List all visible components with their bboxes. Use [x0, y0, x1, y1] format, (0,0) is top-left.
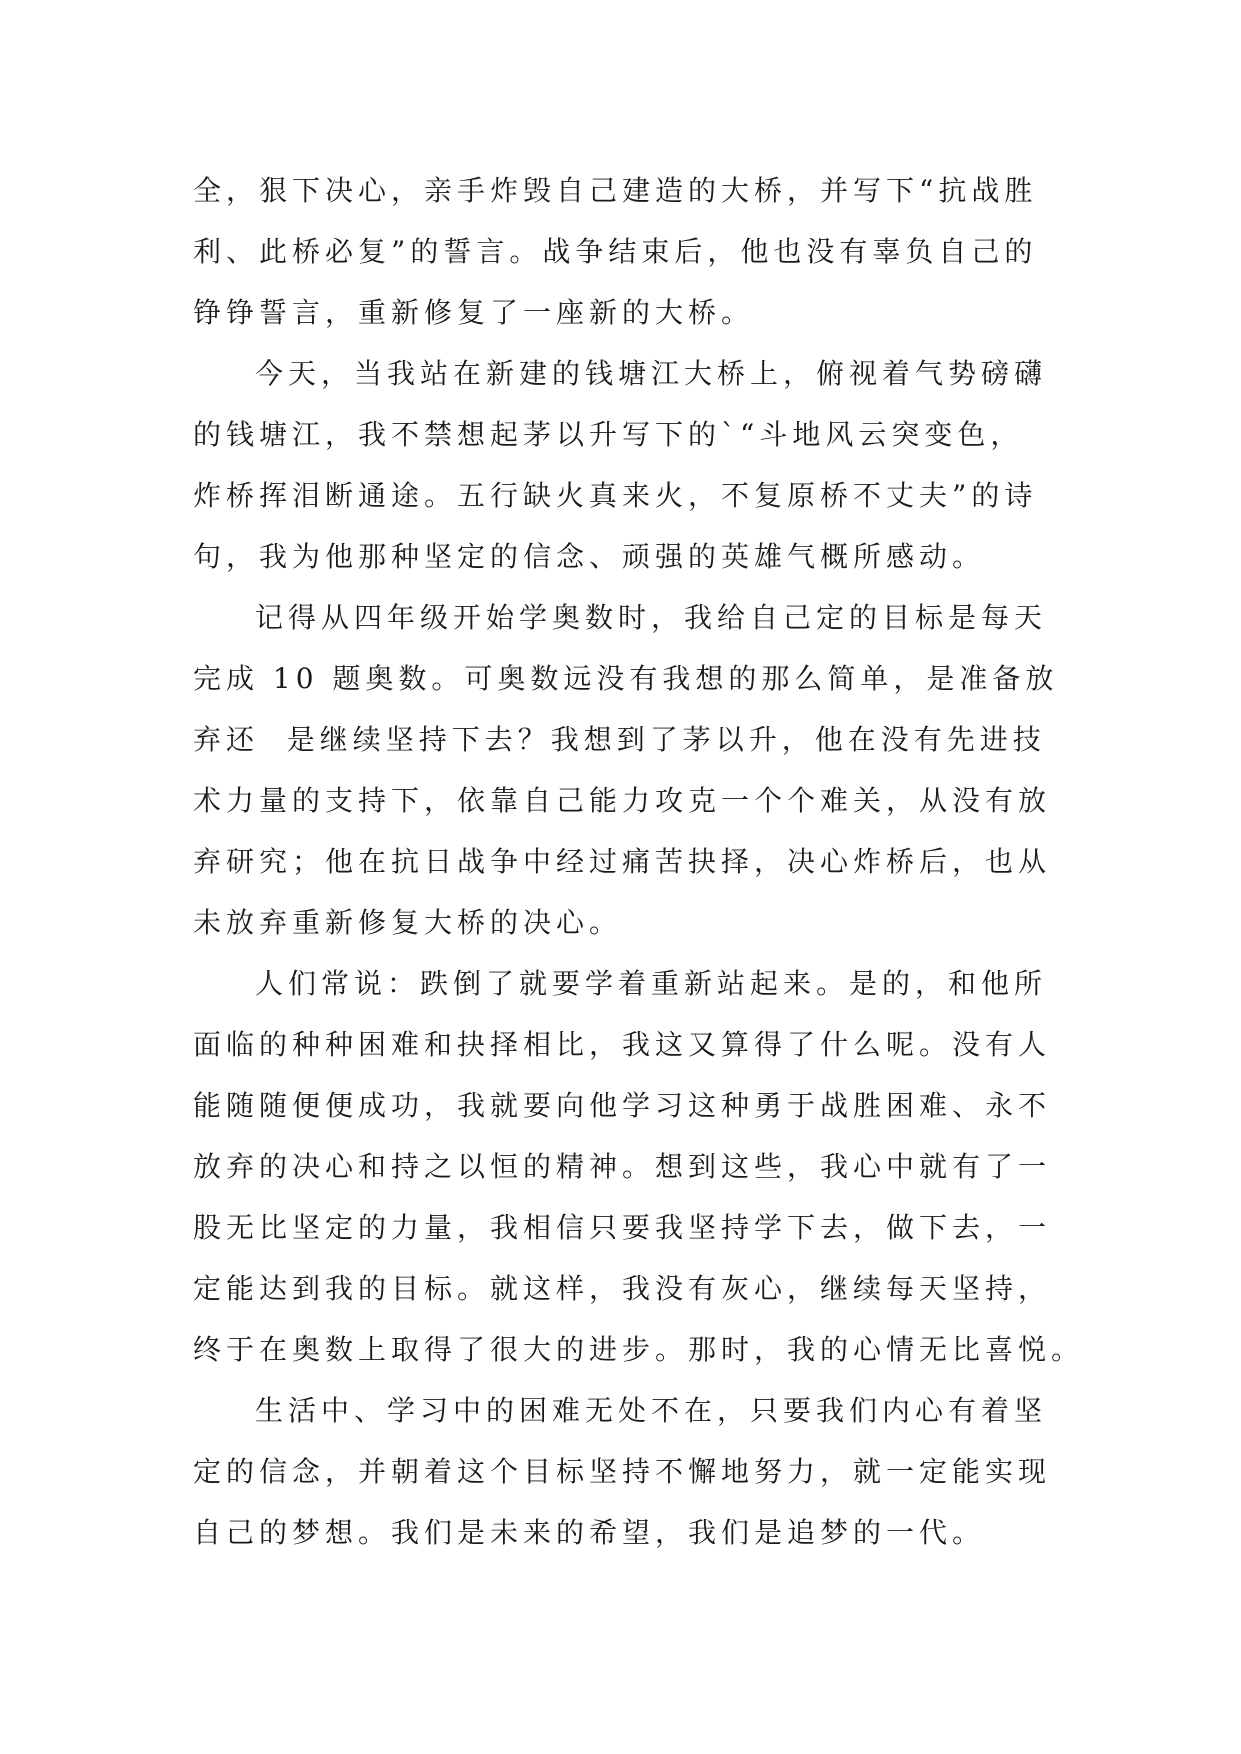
text-line: 的钱塘江，我不禁想起茅以升写下的`“斗地风云突变色， [193, 418, 1024, 451]
text-line: 弃还 是继续坚持下去？我想到了茅以升，他在没有先进技 [193, 723, 1046, 756]
text-line: 终于在奥数上取得了很大的进步。那时，我的心情无比喜悦。 [193, 1333, 1085, 1366]
text-line: 自己的梦想。我们是未来的希望，我们是追梦的一代。 [193, 1516, 986, 1549]
text-line: 未放弃重新修复大桥的决心。 [193, 906, 623, 939]
paragraph-first-line: 生活中、学习中的困难无处不在，只要我们内心有着坚 [255, 1394, 1048, 1427]
text-line: 完成 10 题奥数。可奥数远没有我想的那么简单，是准备放 [193, 662, 1059, 695]
paragraph-first-line: 今天，当我站在新建的钱塘江大桥上，俯视着气势磅礴 [255, 357, 1048, 390]
text-line: 放弃的决心和持之以恒的精神。想到这些，我心中就有了一 [193, 1150, 1052, 1183]
text-line: 股无比坚定的力量，我相信只要我坚持学下去，做下去，一 [193, 1211, 1052, 1244]
essay-body [193, 160, 1085, 1563]
text-line: 定的信念，并朝着这个目标坚持不懈地努力，就一定能实现 [193, 1455, 1052, 1488]
text-line: 利、此桥必复”的誓言。战争结束后，他也没有辜负自己的 [193, 235, 1038, 268]
text-line: 炸桥挥泪断通途。五行缺火真来火，不复原桥不丈夫”的诗 [193, 479, 1038, 512]
paragraph-first-line: 人们常说：跌倒了就要学着重新站起来。是的，和他所 [255, 967, 1048, 1000]
text-line: 全，狠下决心，亲手炸毁自己建造的大桥，并写下“抗战胜 [193, 174, 1038, 207]
paragraph-first-line: 记得从四年级开始学奥数时，我给自己定的目标是每天 [255, 601, 1048, 634]
text-line: 句，我为他那种坚定的信念、顽强的英雄气概所感动。 [193, 540, 986, 573]
text-line: 术力量的支持下，依靠自己能力攻克一个个难关，从没有放 [193, 784, 1052, 817]
text-line: 弃研究；他在抗日战争中经过痛苦抉择，决心炸桥后，也从 [193, 845, 1052, 878]
text-line: 面临的种种困难和抉择相比，我这又算得了什么呢。没有人 [193, 1028, 1052, 1061]
text-line: 铮铮誓言，重新修复了一座新的大桥。 [193, 296, 755, 329]
text-line: 定能达到我的目标。就这样，我没有灰心，继续每天坚持， [193, 1272, 1052, 1305]
text-line: 能随随便便成功，我就要向他学习这种勇于战胜困难、永不 [193, 1089, 1052, 1122]
